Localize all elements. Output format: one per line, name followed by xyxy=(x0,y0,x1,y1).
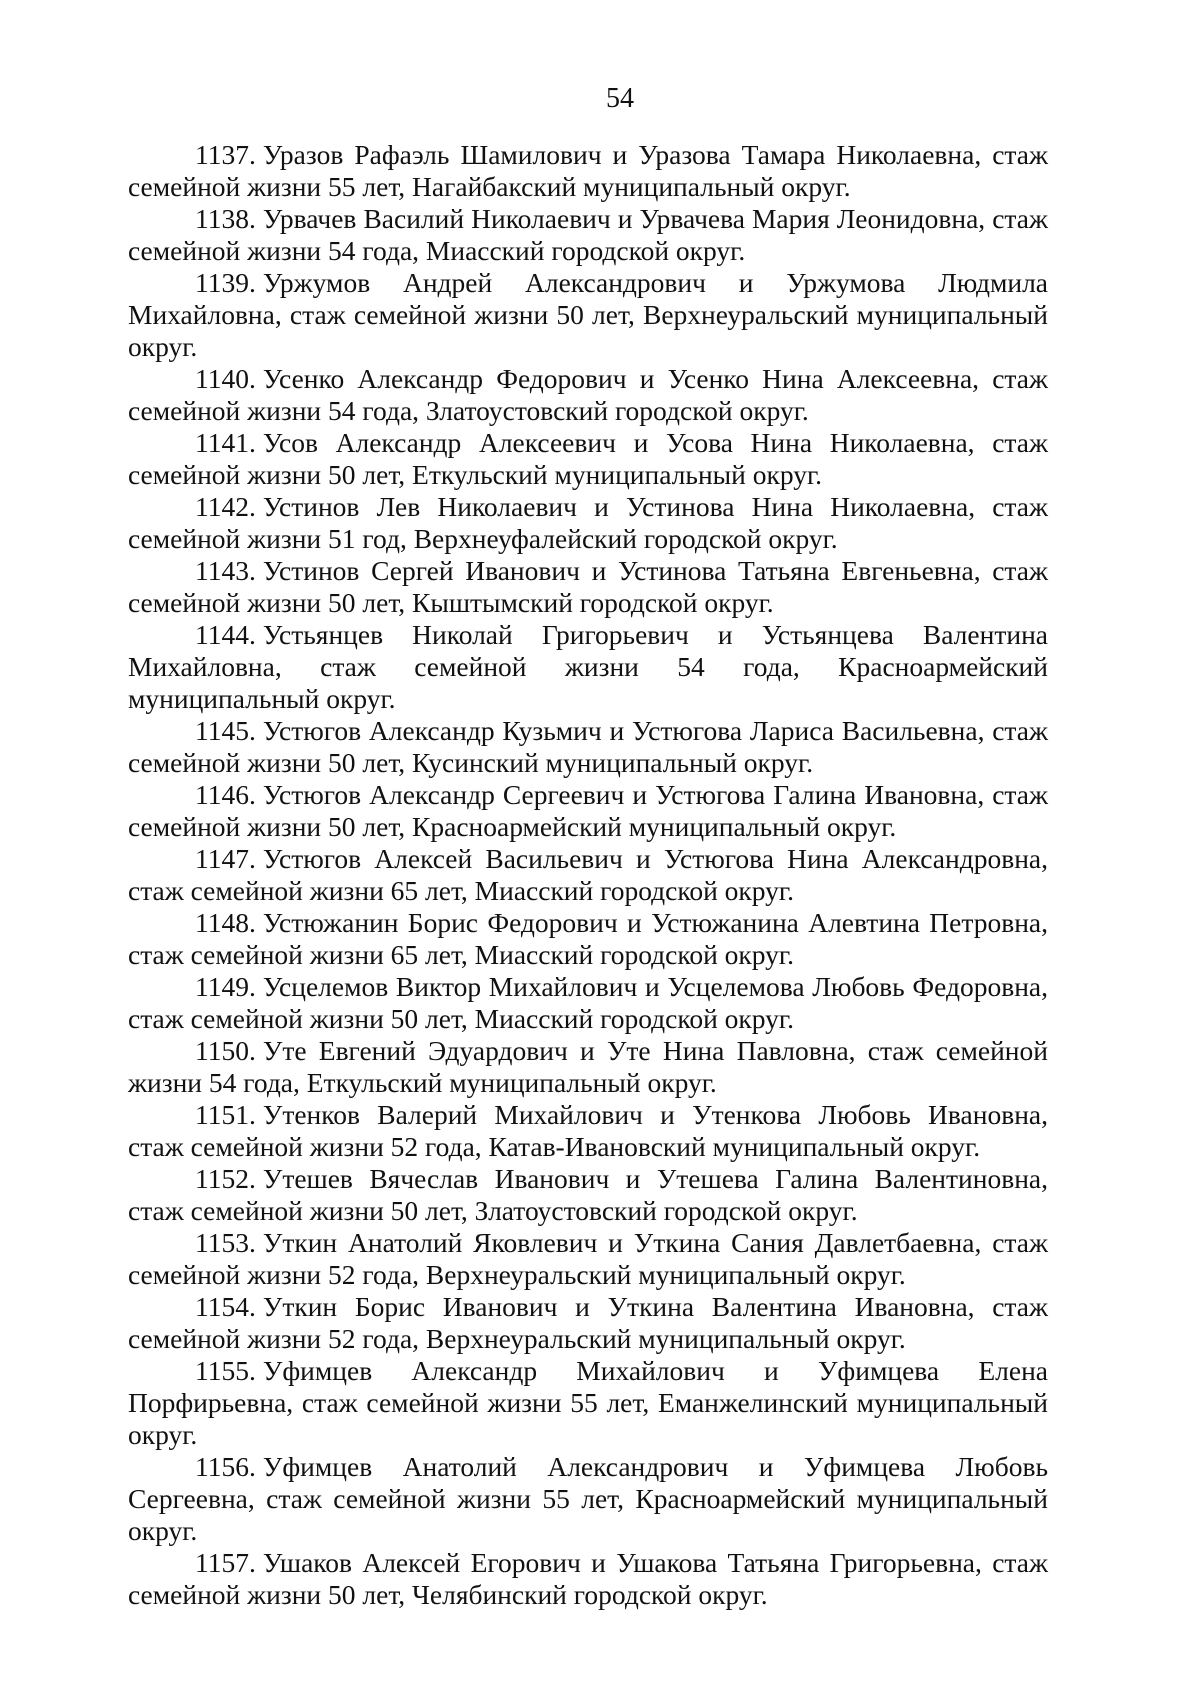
list-item xyxy=(128,1355,1048,1451)
entry-text: Уте Евгений Эдуардович и Уте Нина Павловна, стаж семейной жизни 54 года, Еткульский муниципальный округ. xyxy=(128,1035,1048,1098)
entry-text: Уфимцев Александр Михайлович и Уфимцева Елена Порфирьевна, стаж семейной жизни 55 лет, Еманжелинский муниципальный округ. xyxy=(128,1355,1048,1450)
entry-number: 1148. xyxy=(195,907,256,938)
list-item xyxy=(128,779,1048,843)
list-item xyxy=(128,843,1048,907)
entry-number: 1147. xyxy=(195,843,256,874)
entry-number: 1137. xyxy=(195,139,256,170)
entry-number: 1140. xyxy=(195,363,256,394)
entry-text: Устюгов Александр Сергеевич и Устюгова Галина Ивановна, стаж семейной жизни 50 лет, Красноармейский муниципальный округ. xyxy=(128,779,1048,842)
list-item xyxy=(128,203,1048,267)
entry-number: 1156. xyxy=(195,1451,256,1482)
list-item xyxy=(128,715,1048,779)
list-item xyxy=(128,267,1048,363)
entry-text: Устинов Сергей Иванович и Устинова Татьяна Евгеньевна, стаж семейной жизни 50 лет, Кыштымский городской округ. xyxy=(128,555,1048,618)
list-item xyxy=(128,1163,1048,1227)
list-item xyxy=(128,491,1048,555)
entry-text: Устюгов Алексей Васильевич и Устюгова Нина Александровна, стаж семейной жизни 65 лет, Миасский городской округ. xyxy=(128,843,1048,906)
list-item xyxy=(128,1227,1048,1291)
entry-text: Утешев Вячеслав Иванович и Утешева Галина Валентиновна, стаж семейной жизни 50 лет, Златоустовский городской округ. xyxy=(128,1163,1048,1226)
list-item xyxy=(128,907,1048,971)
page-number: 54 xyxy=(606,83,634,114)
entry-number: 1151. xyxy=(195,1099,256,1130)
entry-text: Ушаков Алексей Егорович и Ушакова Татьяна Григорьевна, стаж семейной жизни 50 лет, Челябинский городской округ. xyxy=(128,1547,1048,1610)
entry-number: 1142. xyxy=(195,491,256,522)
entry-text: Устюжанин Борис Федорович и Устюжанина Алевтина Петровна, стаж семейной жизни 65 лет, Миасский городской округ. xyxy=(128,907,1048,970)
entry-number: 1139. xyxy=(195,267,256,298)
list-item xyxy=(128,1099,1048,1163)
entry-number: 1146. xyxy=(195,779,256,810)
entry-text: Уржумов Андрей Александрович и Уржумова Людмила Михайловна, стаж семейной жизни 50 лет, Верхнеуральский муниципальный округ. xyxy=(128,267,1048,362)
entry-text: Уткин Анатолий Яковлевич и Уткина Сания Давлетбаевна, стаж семейной жизни 52 года, Верхнеуральский муниципальный округ. xyxy=(128,1227,1048,1290)
entry-text: Урвачев Василий Николаевич и Урвачева Мария Леонидовна, стаж семейной жизни 54 года, Миасский городской округ. xyxy=(128,203,1048,266)
entry-text: Уткин Борис Иванович и Уткина Валентина Ивановна, стаж семейной жизни 52 года, Верхнеуральский муниципальный округ. xyxy=(128,1291,1048,1354)
entry-number: 1157. xyxy=(195,1547,256,1578)
list-item xyxy=(128,1291,1048,1355)
list-item xyxy=(128,1035,1048,1099)
entry-number: 1153. xyxy=(195,1227,256,1258)
entry-text: Уфимцев Анатолий Александрович и Уфимцева Любовь Сергеевна, стаж семейной жизни 55 лет, Красноармейский муниципальный округ. xyxy=(128,1451,1048,1546)
entry-text: Утенков Валерий Михайлович и Утенкова Любовь Ивановна, стаж семейной жизни 52 года, Катав-Ивановский муниципальный округ. xyxy=(128,1099,1048,1162)
list-item xyxy=(128,363,1048,427)
entry-text: Усцелемов Виктор Михайлович и Усцелемова Любовь Федоровна, стаж семейной жизни 50 лет, Миасский городской округ. xyxy=(128,971,1048,1034)
entry-text: Уразов Рафаэль Шамилович и Уразова Тамара Николаевна, стаж семейной жизни 55 лет, Нагайбакский муниципальный округ. xyxy=(128,139,1048,202)
entry-number: 1149. xyxy=(195,971,256,1002)
list-item xyxy=(128,1547,1048,1611)
entry-number: 1154. xyxy=(195,1291,256,1322)
list-item xyxy=(128,1451,1048,1547)
entry-number: 1152. xyxy=(195,1163,256,1194)
entry-text: Усов Александр Алексеевич и Усова Нина Николаевна, стаж семейной жизни 50 лет, Еткульский муниципальный округ. xyxy=(128,427,1048,490)
list-item xyxy=(128,619,1048,715)
list-item xyxy=(128,427,1048,491)
entry-text: Усенко Александр Федорович и Усенко Нина Алексеевна, стаж семейной жизни 54 года, Златоустовский городской округ. xyxy=(128,363,1048,426)
list-item xyxy=(128,139,1048,203)
entry-number: 1155. xyxy=(195,1355,256,1386)
entry-number: 1144. xyxy=(195,619,256,650)
entry-number: 1138. xyxy=(195,203,256,234)
list-item xyxy=(128,555,1048,619)
entry-number: 1150. xyxy=(195,1035,256,1066)
entry-text: Устинов Лев Николаевич и Устинова Нина Николаевна, стаж семейной жизни 51 год, Верхнеуфалейский городской округ. xyxy=(128,491,1048,554)
entry-text: Устьянцев Николай Григорьевич и Устьянцева Валентина Михайловна, стаж семейной жизни 54 года, Красноармейский муниципальный округ. xyxy=(128,619,1048,714)
entry-number: 1141. xyxy=(195,427,256,458)
entry-number: 1145. xyxy=(195,715,256,746)
entry-list xyxy=(128,139,1048,1611)
entry-number: 1143. xyxy=(195,555,256,586)
entry-text: Устюгов Александр Кузьмич и Устюгова Лариса Васильевна, стаж семейной жизни 50 лет, Кусинский муниципальный округ. xyxy=(128,715,1048,778)
list-item xyxy=(128,971,1048,1035)
